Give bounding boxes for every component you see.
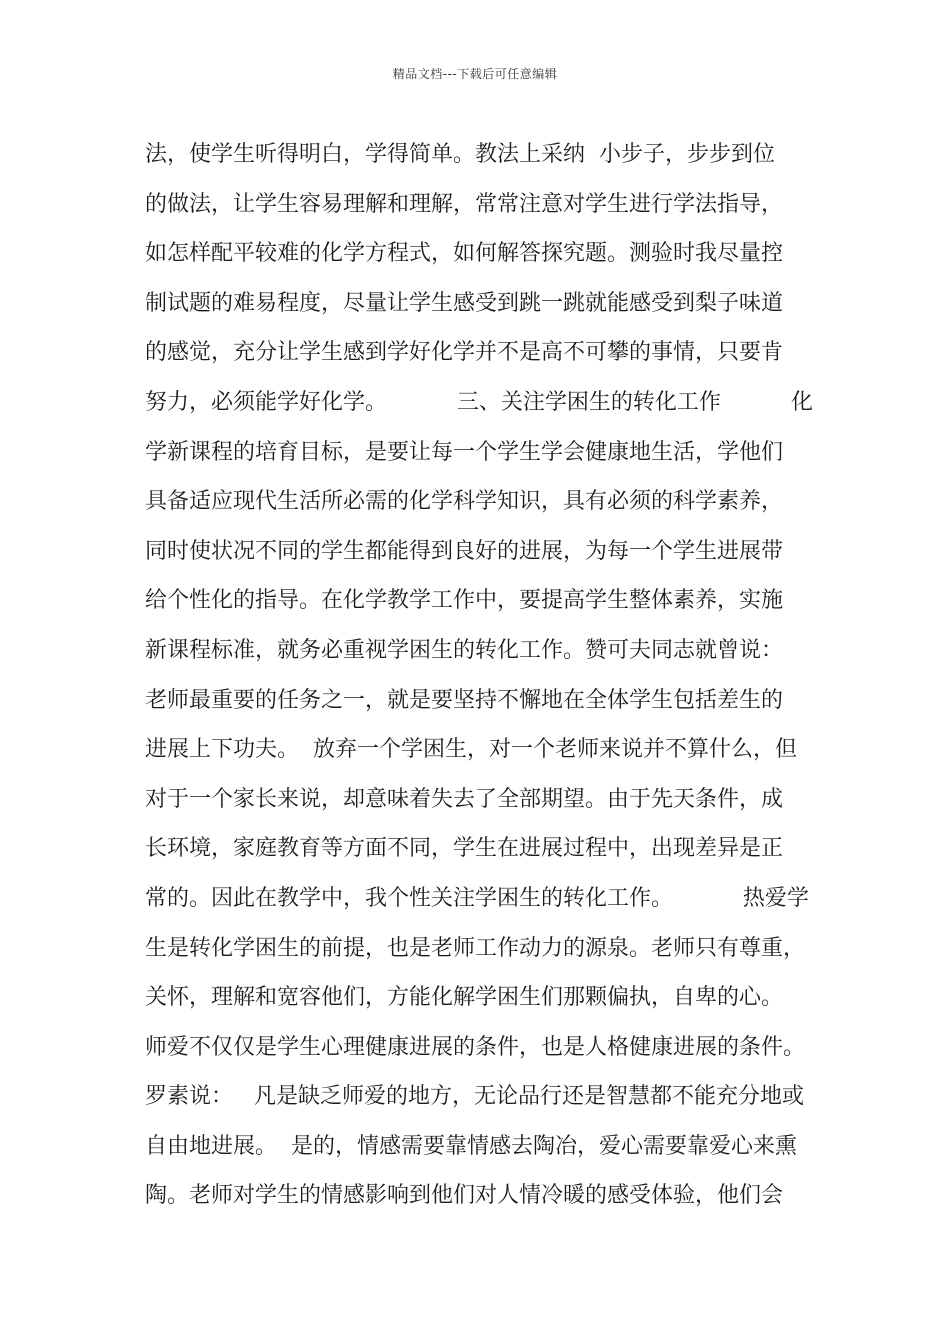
text-line: 长环境，家庭教育等方面不同，学生在进展过程中，出现差异是正 <box>145 836 784 862</box>
text-line: 努力，必须能学好化学。 三、关注学困生的转化工作 化 <box>145 389 813 415</box>
text-line: 的做法，让学生容易理解和理解，常常注意对学生进行学法指导， <box>145 191 784 217</box>
text-line: 陶。老师对学生的情感影响到他们对人情冷暖的感受体验，他们会 <box>145 1183 784 1209</box>
text-line: 对于一个家长来说，却意味着失去了全部期望。由于先天条件，成 <box>145 786 784 812</box>
text-line: 新课程标准，就务必重视学困生的转化工作。赞可夫同志就曾说： <box>145 637 784 663</box>
text-line: 的感觉，充分让学生感到学好化学并不是高不可攀的事情，只要肯 <box>145 340 784 366</box>
text-line: 具备适应现代生活所必需的化学科学知识，具有必须的科学素养， <box>145 489 784 515</box>
text-line: 制试题的难易程度，尽量让学生感受到跳一跳就能感受到梨子味道 <box>145 290 784 316</box>
text-line: 给个性化的指导。在化学教学工作中，要提高学生整体素养，实施 <box>145 588 784 614</box>
text-line: 关怀，理解和宽容他们，方能化解学困生们那颗偏执，自卑的心。 <box>145 985 784 1011</box>
text-line: 学新课程的培育目标，是要让每一个学生学会健康地生活，学他们 <box>145 439 784 465</box>
text-line: 老师最重要的任务之一，就是要坚持不懈地在全体学生包括差生的 <box>145 687 784 713</box>
body-text <box>145 130 835 1221</box>
text-line: 如怎样配平较难的化学方程式，如何解答探究题。测验时我尽量控 <box>145 241 784 267</box>
text-line: 常的。因此在教学中，我个性关注学困生的转化工作。 热爱学 <box>145 885 809 911</box>
text-line: 进展上下功夫。 放弃一个学困生，对一个老师来说并不算什么，但 <box>145 737 797 763</box>
text-line: 罗素说： 凡是缺乏师爱的地方，无论品行还是智慧都不能充分地或 <box>145 1084 804 1110</box>
text-line: 自由地进展。 是的，情感需要靠情感去陶冶，爱心需要靠爱心来熏 <box>145 1133 797 1159</box>
text-line: 法，使学生听得明白，学得简单。教法上采纳 小步子，步步到位 <box>145 142 775 167</box>
text-line: 师爱不仅仅是学生心理健康进展的条件，也是人格健康进展的条件。 <box>145 1034 806 1060</box>
text-line: 同时使状况不同的学生都能得到良好的进展，为每一个学生进展带 <box>145 538 784 564</box>
text-line: 生是转化学困生的前提，也是老师工作动力的源泉。老师只有尊重， <box>145 935 806 961</box>
running-header: 精品文档---下载后可任意编辑 <box>392 67 558 81</box>
